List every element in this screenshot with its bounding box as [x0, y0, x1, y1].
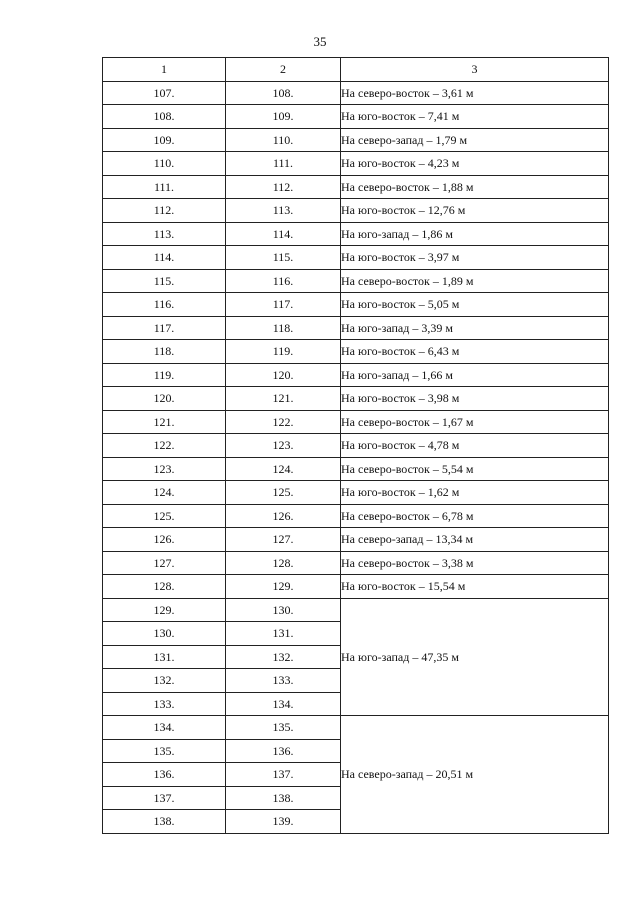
point-from: 124. — [103, 481, 226, 505]
point-to: 115. — [226, 246, 341, 270]
direction-distance: На юго-восток – 5,05 м — [341, 293, 609, 317]
point-to: 139. — [226, 810, 341, 834]
point-to: 136. — [226, 739, 341, 763]
point-from: 119. — [103, 363, 226, 387]
point-to: 114. — [226, 222, 341, 246]
table-row — [103, 481, 609, 505]
point-to: 138. — [226, 786, 341, 810]
point-from: 132. — [103, 669, 226, 693]
direction-distance: На юго-восток – 3,98 м — [341, 387, 609, 411]
point-from: 111. — [103, 175, 226, 199]
point-from: 130. — [103, 622, 226, 646]
point-from: 136. — [103, 763, 226, 787]
point-from: 118. — [103, 340, 226, 364]
point-to: 137. — [226, 763, 341, 787]
header-row — [103, 58, 609, 82]
point-to: 109. — [226, 105, 341, 129]
column-header-3: 3 — [341, 58, 609, 82]
direction-distance: На юго-восток – 12,76 м — [341, 199, 609, 223]
point-from: 123. — [103, 457, 226, 481]
table-row — [103, 504, 609, 528]
point-from: 131. — [103, 645, 226, 669]
direction-distance: На северо-восток – 1,88 м — [341, 175, 609, 199]
point-from: 122. — [103, 434, 226, 458]
direction-distance: На юго-восток – 1,62 м — [341, 481, 609, 505]
point-from: 133. — [103, 692, 226, 716]
point-from: 113. — [103, 222, 226, 246]
point-to: 120. — [226, 363, 341, 387]
table-row — [103, 246, 609, 270]
point-to: 130. — [226, 598, 341, 622]
page-number: 35 — [313, 34, 327, 49]
point-to: 133. — [226, 669, 341, 693]
table-row — [103, 410, 609, 434]
table-row — [103, 222, 609, 246]
table-header — [103, 58, 609, 82]
point-to: 128. — [226, 551, 341, 575]
direction-distance: На юго-восток – 4,23 м — [341, 152, 609, 176]
table-row — [103, 269, 609, 293]
direction-distance: На юго-запад – 3,39 м — [341, 316, 609, 340]
point-to: 123. — [226, 434, 341, 458]
point-to: 131. — [226, 622, 341, 646]
direction-distance: На юго-запад – 1,66 м — [341, 363, 609, 387]
point-from: 121. — [103, 410, 226, 434]
table-row — [103, 363, 609, 387]
table-row — [103, 387, 609, 411]
point-to: 112. — [226, 175, 341, 199]
table-row — [103, 128, 609, 152]
point-to: 119. — [226, 340, 341, 364]
point-from: 115. — [103, 269, 226, 293]
table-body — [103, 81, 609, 833]
point-from: 134. — [103, 716, 226, 740]
table-row — [103, 175, 609, 199]
point-to: 116. — [226, 269, 341, 293]
point-from: 127. — [103, 551, 226, 575]
table-row — [103, 152, 609, 176]
direction-distance: На северо-восток – 5,54 м — [341, 457, 609, 481]
point-from: 129. — [103, 598, 226, 622]
direction-distance: На юго-восток – 6,43 м — [341, 340, 609, 364]
point-from: 109. — [103, 128, 226, 152]
table-row — [103, 528, 609, 552]
point-to: 111. — [226, 152, 341, 176]
table-row — [103, 81, 609, 105]
point-from: 128. — [103, 575, 226, 599]
column-header-1: 1 — [103, 58, 226, 82]
direction-distance: На северо-восток – 3,38 м — [341, 551, 609, 575]
direction-distance: На северо-запад – 13,34 м — [341, 528, 609, 552]
point-from: 114. — [103, 246, 226, 270]
point-from: 120. — [103, 387, 226, 411]
table-row — [103, 293, 609, 317]
point-from: 135. — [103, 739, 226, 763]
direction-distance: На северо-восток – 6,78 м — [341, 504, 609, 528]
merged-direction-distance: На юго-запад – 47,35 м — [341, 598, 609, 716]
table-row — [103, 434, 609, 458]
point-to: 126. — [226, 504, 341, 528]
direction-distance: На юго-восток – 4,78 м — [341, 434, 609, 458]
direction-distance: На юго-восток – 15,54 м — [341, 575, 609, 599]
point-from: 117. — [103, 316, 226, 340]
direction-distance: На юго-восток – 7,41 м — [341, 105, 609, 129]
point-from: 116. — [103, 293, 226, 317]
point-to: 129. — [226, 575, 341, 599]
point-to: 108. — [226, 81, 341, 105]
point-to: 125. — [226, 481, 341, 505]
table-row — [103, 551, 609, 575]
point-to: 132. — [226, 645, 341, 669]
point-from: 125. — [103, 504, 226, 528]
point-to: 117. — [226, 293, 341, 317]
direction-distance: На северо-запад – 1,79 м — [341, 128, 609, 152]
table-row — [103, 340, 609, 364]
direction-distance: На юго-восток – 3,97 м — [341, 246, 609, 270]
table-row — [103, 105, 609, 129]
direction-distance: На юго-запад – 1,86 м — [341, 222, 609, 246]
boundary-table — [102, 57, 609, 834]
point-to: 113. — [226, 199, 341, 223]
table-row — [103, 716, 609, 740]
point-from: 110. — [103, 152, 226, 176]
point-from: 112. — [103, 199, 226, 223]
direction-distance: На северо-восток – 1,89 м — [341, 269, 609, 293]
point-to: 124. — [226, 457, 341, 481]
point-from: 126. — [103, 528, 226, 552]
direction-distance: На северо-восток – 1,67 м — [341, 410, 609, 434]
column-header-2: 2 — [226, 58, 341, 82]
merged-direction-distance: На северо-запад – 20,51 м — [341, 716, 609, 834]
point-to: 127. — [226, 528, 341, 552]
point-from: 137. — [103, 786, 226, 810]
point-to: 118. — [226, 316, 341, 340]
table-row — [103, 575, 609, 599]
table-row — [103, 598, 609, 622]
table-row — [103, 199, 609, 223]
point-to: 134. — [226, 692, 341, 716]
point-to: 110. — [226, 128, 341, 152]
table-row — [103, 457, 609, 481]
table-row — [103, 316, 609, 340]
point-from: 108. — [103, 105, 226, 129]
direction-distance: На северо-восток – 3,61 м — [341, 81, 609, 105]
point-from: 138. — [103, 810, 226, 834]
point-from: 107. — [103, 81, 226, 105]
point-to: 121. — [226, 387, 341, 411]
point-to: 135. — [226, 716, 341, 740]
point-to: 122. — [226, 410, 341, 434]
